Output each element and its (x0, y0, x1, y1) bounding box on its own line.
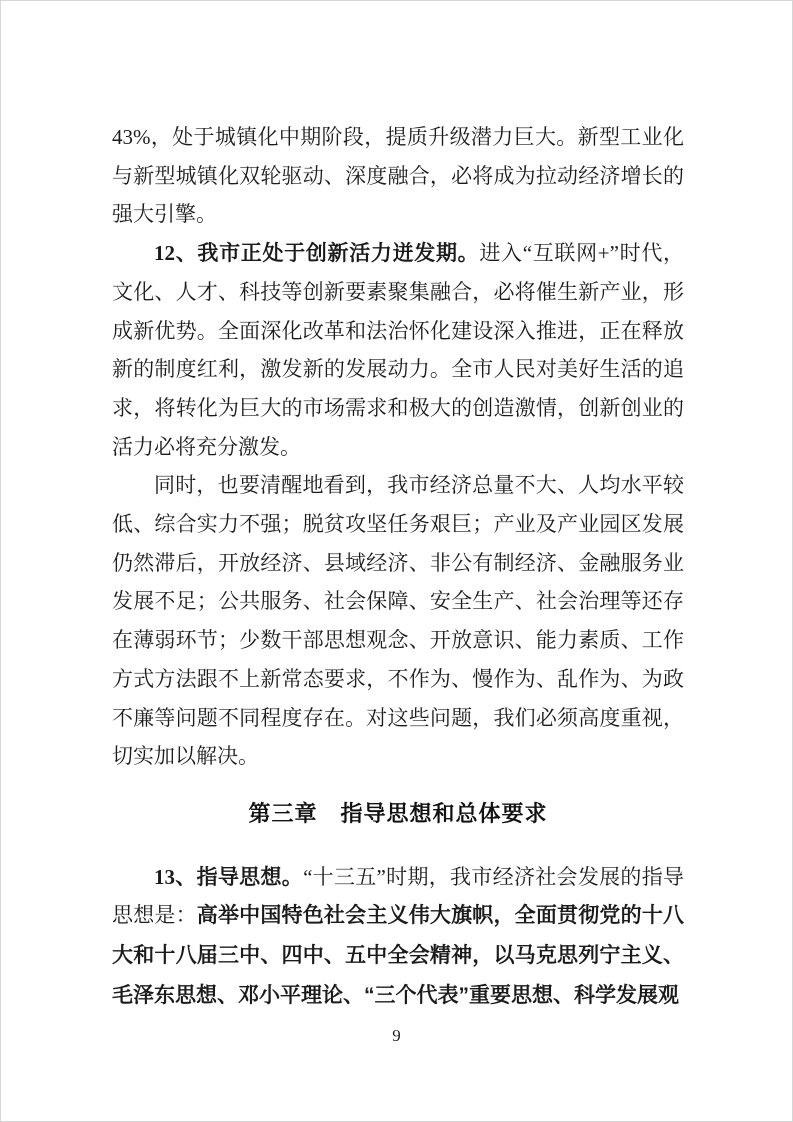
text-run: 43%，处于城镇化中期阶段，提质升级潜力巨大。新型工业化与新型城镇化双轮驱动、深度融合，必将成为拉动经济增长的强大引擎。 (112, 125, 684, 227)
paragraph-13-guiding-ideology (112, 858, 684, 1016)
paragraph-13-heiti-run: 高举中国特色社会主义伟大旗帜，全面贯彻党的十八大和十八届三中、四中、五中全会精神，以马克思列宁主义、毛泽东思想、邓小平理论、“三个代表”重要思想、科学发展观 (112, 904, 685, 1007)
page-number: 9 (392, 1026, 401, 1045)
text-run: 同时，也要清醒地看到，我市经济总量不大、人均水平较低、综合实力不强；脱贫攻坚任务艰巨；产业及产业园区发展仍然滞后，开放经济、县域经济、非公有制经济、金融服务业发展不足；公共服务、社会保障、安全生产、社会治理等还存在薄弱环节；少数干部思想观念、开放意识、能力素质、工作方式方法跟不上新常态要求，不作为、慢作为、乱作为、为政不廉等问题不同程度存在。对这些问题，我们必须高度重视，切实加以解决。 (112, 473, 684, 769)
paragraph-13-lead-bold: 13、指导思想。 (154, 864, 304, 889)
text-run: 进入“互联网+”时代，文化、人才、科技等创新要素聚集融合，必将催生新产业，形成新优势。全面深化改革和法治怀化建设深入推进，正在释放新的制度红利，激发新的发展动力。全市人民对美好生活的追求，将转化为巨大的市场需求和极大的创造激情，创新创业的活力必将充分激发。 (112, 241, 685, 459)
text-run: “十三五”时期，我市经济社会发展的指导思想是： (112, 864, 685, 928)
paragraph-12-innovation (112, 234, 684, 466)
paragraph-12-lead-bold: 12、我市正处于创新活力迸发期。 (154, 241, 480, 266)
chapter-3-heading: 第三章 指导思想和总体要求 (248, 800, 548, 826)
paragraph-urbanization-continuation (112, 118, 684, 234)
paragraph-problems (112, 466, 684, 776)
document-body (112, 118, 684, 1015)
